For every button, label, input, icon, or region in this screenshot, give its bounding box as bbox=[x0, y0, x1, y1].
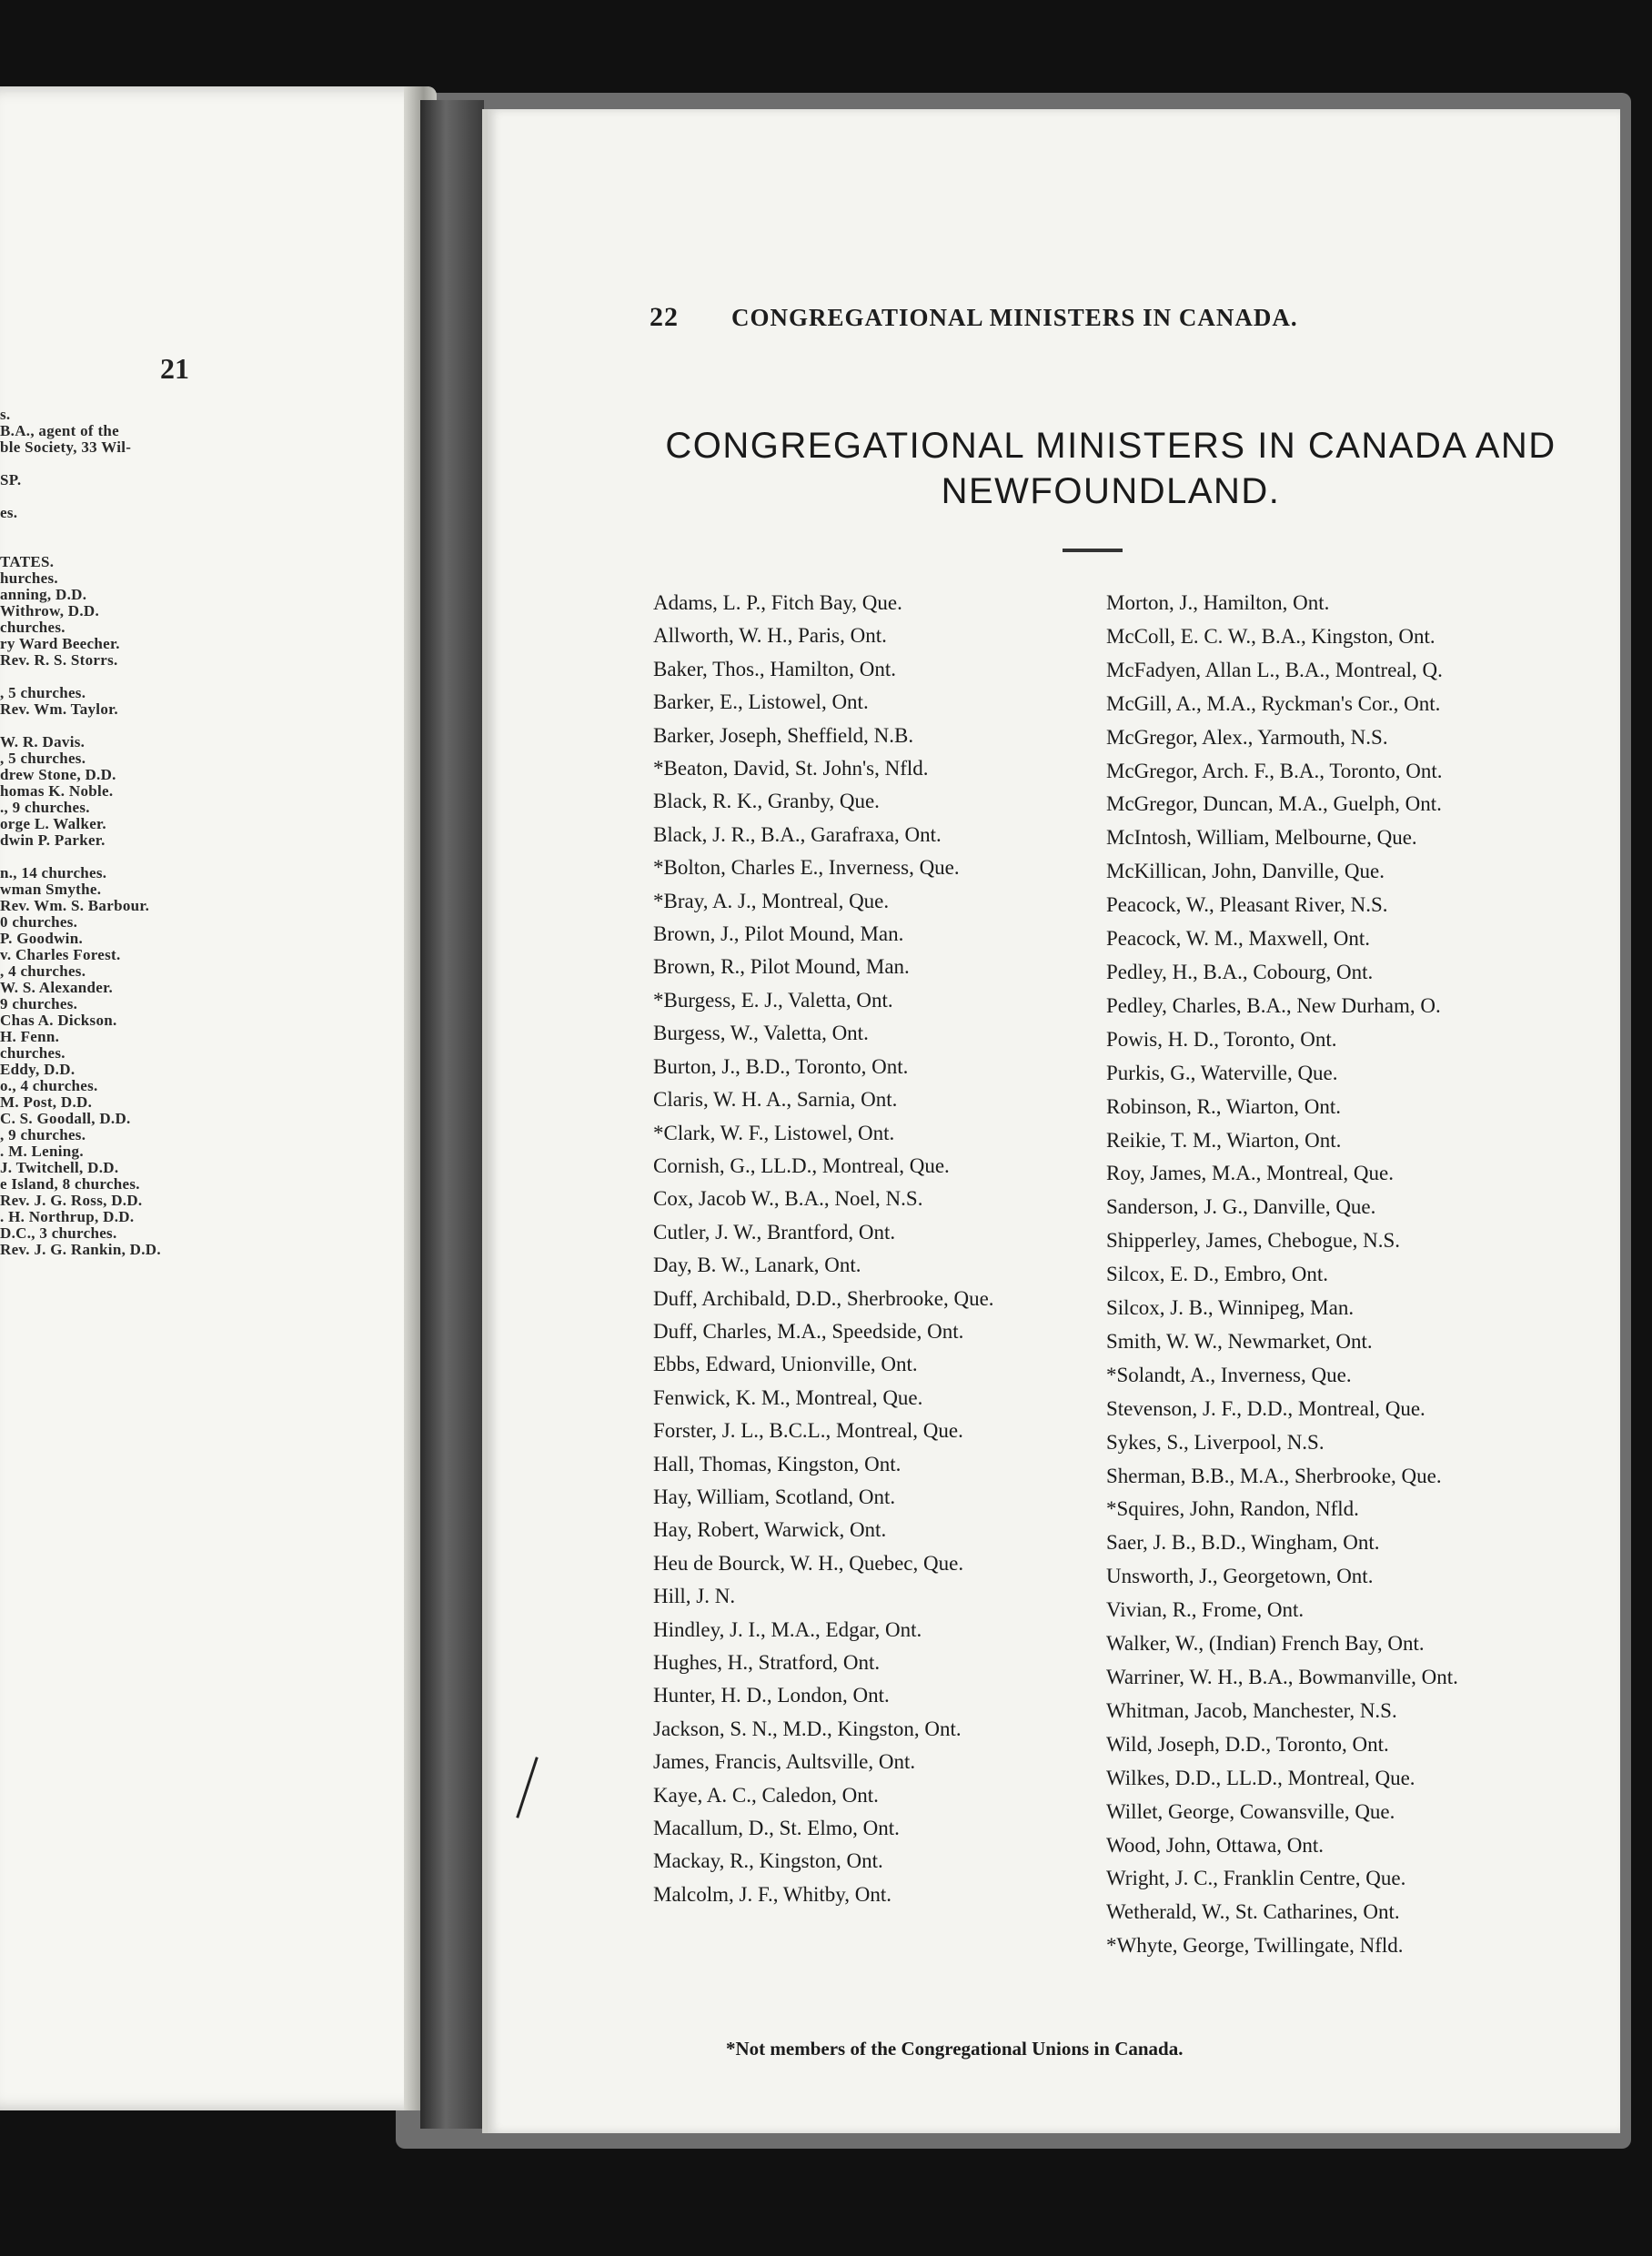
left-page-line: anning, D.D. bbox=[0, 586, 87, 603]
minister-entry: Saer, J. B., B.D., Wingham, Ont. bbox=[1106, 1531, 1380, 1555]
left-page-line: orge L. Walker. bbox=[0, 815, 106, 832]
left-page-line: B.A., agent of the bbox=[0, 422, 119, 439]
left-page-line: Rev. J. G. Ross, D.D. bbox=[0, 1192, 143, 1209]
minister-entry: *Whyte, George, Twillingate, Nfld. bbox=[1106, 1934, 1404, 1958]
minister-entry: McGregor, Arch. F., B.A., Toronto, Ont. bbox=[1106, 759, 1443, 782]
left-page-line: C. S. Goodall, D.D. bbox=[0, 1110, 131, 1127]
left-page-line: Chas A. Dickson. bbox=[0, 1012, 117, 1029]
minister-entry: Sherman, B.B., M.A., Sherbrooke, Que. bbox=[1106, 1464, 1442, 1487]
left-page-line: 0 churches. bbox=[0, 913, 78, 931]
minister-entry: Vivian, R., Frome, Ont. bbox=[1106, 1598, 1304, 1622]
minister-entry: Peacock, W., Pleasant River, N.S. bbox=[1106, 893, 1388, 917]
minister-entry: Mackay, R., Kingston, Ont. bbox=[653, 1849, 883, 1873]
minister-entry: Day, B. W., Lanark, Ont. bbox=[653, 1254, 861, 1277]
minister-entry: Wood, John, Ottawa, Ont. bbox=[1106, 1833, 1324, 1857]
minister-entry: Duff, Charles, M.A., Speedside, Ont. bbox=[653, 1319, 964, 1343]
minister-entry: Hill, J. N. bbox=[653, 1585, 736, 1608]
minister-entry: Hay, Robert, Warwick, Ont. bbox=[653, 1518, 887, 1542]
minister-entry: Baker, Thos., Hamilton, Ont. bbox=[653, 657, 896, 680]
left-page-line bbox=[0, 488, 400, 505]
left-page-line: ry Ward Beecher. bbox=[0, 635, 120, 652]
minister-entry: Barker, Joseph, Sheffield, N.B. bbox=[653, 723, 914, 747]
left-page-line bbox=[0, 669, 400, 685]
minister-entry: Jackson, S. N., M.D., Kingston, Ont. bbox=[653, 1717, 962, 1740]
left-page-line: Rev. Wm. S. Barbour. bbox=[0, 897, 150, 914]
minister-entry: Allworth, W. H., Paris, Ont. bbox=[653, 624, 887, 648]
left-page-line bbox=[0, 456, 400, 472]
left-page-line: hurches. bbox=[0, 569, 58, 587]
minister-entry: McColl, E. C. W., B.A., Kingston, Ont. bbox=[1106, 624, 1435, 648]
left-page-line bbox=[0, 718, 400, 734]
minister-entry: Hughes, H., Stratford, Ont. bbox=[653, 1651, 881, 1674]
minister-entry: Pedley, Charles, B.A., New Durham, O. bbox=[1106, 993, 1441, 1017]
left-page-line: e Island, 8 churches. bbox=[0, 1175, 140, 1193]
minister-entry: Purkis, G., Waterville, Que. bbox=[1106, 1061, 1338, 1084]
minister-entry: *Bolton, Charles E., Inverness, Que. bbox=[653, 856, 960, 880]
ministers-list-right bbox=[1106, 587, 1616, 1963]
left-page-line: churches. bbox=[0, 619, 65, 636]
left-page-line: Withrow, D.D. bbox=[0, 602, 100, 619]
left-page-line: TATES. bbox=[0, 553, 55, 570]
title-rule bbox=[1063, 549, 1123, 552]
minister-entry: Roy, James, M.A., Montreal, Que. bbox=[1106, 1162, 1394, 1185]
minister-entry: Whitman, Jacob, Manchester, N.S. bbox=[1106, 1698, 1397, 1722]
page-number: 22 bbox=[650, 302, 679, 332]
minister-entry: Sanderson, J. G., Danville, Que. bbox=[1106, 1195, 1376, 1219]
left-page-line: , 9 churches. bbox=[0, 1126, 86, 1143]
left-page-line: W. S. Alexander. bbox=[0, 979, 113, 996]
left-page-line: dwin P. Parker. bbox=[0, 831, 106, 849]
minister-entry: McKillican, John, Danville, Que. bbox=[1106, 860, 1385, 883]
left-page-line bbox=[0, 521, 400, 538]
left-page-line: , 5 churches. bbox=[0, 684, 86, 701]
minister-entry: Kaye, A. C., Caledon, Ont. bbox=[653, 1783, 879, 1807]
minister-entry: Hay, William, Scotland, Ont. bbox=[653, 1485, 896, 1508]
minister-entry: Burgess, W., Valetta, Ont. bbox=[653, 1022, 869, 1045]
minister-entry: *Burgess, E. J., Valetta, Ont. bbox=[653, 988, 893, 1012]
left-page-line: es. bbox=[0, 504, 18, 521]
minister-entry: Pedley, H., B.A., Cobourg, Ont. bbox=[1106, 960, 1374, 983]
left-page-line bbox=[0, 538, 400, 554]
left-page-line: J. Twitchell, D.D. bbox=[0, 1159, 119, 1176]
minister-entry: Malcolm, J. F., Whitby, Ont. bbox=[653, 1882, 892, 1906]
minister-entry: Adams, L. P., Fitch Bay, Que. bbox=[653, 591, 902, 614]
minister-entry: Silcox, E. D., Embro, Ont. bbox=[1106, 1263, 1329, 1286]
left-page-line: Rev. J. G. Rankin, D.D. bbox=[0, 1241, 161, 1258]
left-page-line: SP. bbox=[0, 471, 22, 488]
minister-entry: Robinson, R., Wiarton, Ont. bbox=[1106, 1094, 1342, 1118]
minister-entry: Shipperley, James, Chebogue, N.S. bbox=[1106, 1229, 1401, 1253]
minister-entry: *Clark, W. F., Listowel, Ont. bbox=[653, 1121, 895, 1144]
running-head-text: CONGREGATIONAL MINISTERS IN CANADA. bbox=[731, 304, 1298, 331]
left-page-line: v. Charles Forest. bbox=[0, 946, 121, 963]
footnote: *Not members of the Congregational Unions in Canada. bbox=[726, 2038, 1184, 2060]
left-page-line: 9 churches. bbox=[0, 995, 78, 1012]
minister-entry: *Bray, A. J., Montreal, Que. bbox=[653, 889, 890, 912]
left-page-line: . M. Lening. bbox=[0, 1143, 84, 1160]
minister-entry: Burton, J., B.D., Toronto, Ont. bbox=[653, 1054, 909, 1078]
left-page-line: drew Stone, D.D. bbox=[0, 766, 116, 783]
minister-entry: Reikie, T. M., Wiarton, Ont. bbox=[1106, 1128, 1342, 1152]
ministers-list-left bbox=[653, 587, 1126, 1911]
minister-entry: Brown, R., Pilot Mound, Man. bbox=[653, 955, 910, 979]
previous-page bbox=[0, 86, 437, 2110]
left-page-line: Eddy, D.D. bbox=[0, 1061, 76, 1078]
left-page-line: M. Post, D.D. bbox=[0, 1093, 93, 1111]
minister-entry: Duff, Archibald, D.D., Sherbrooke, Que. bbox=[653, 1286, 994, 1310]
minister-entry: Cutler, J. W., Brantford, Ont. bbox=[653, 1220, 896, 1244]
minister-entry: McIntosh, William, Melbourne, Que. bbox=[1106, 826, 1417, 850]
minister-entry: Barker, E., Listowel, Ont. bbox=[653, 690, 869, 714]
minister-entry: Smith, W. W., Newmarket, Ont. bbox=[1106, 1329, 1373, 1353]
minister-entry: Willet, George, Cowansville, Que. bbox=[1106, 1799, 1395, 1823]
minister-entry: Silcox, J. B., Winnipeg, Man. bbox=[1106, 1296, 1355, 1320]
minister-entry: Peacock, W. M., Maxwell, Ont. bbox=[1106, 927, 1371, 951]
minister-entry: Hall, Thomas, Kingston, Ont. bbox=[653, 1452, 902, 1475]
minister-entry: *Beaton, David, St. John's, Nfld. bbox=[653, 757, 929, 781]
minister-entry: Cox, Jacob W., B.A., Noel, N.S. bbox=[653, 1187, 923, 1211]
minister-entry: Hunter, H. D., London, Ont. bbox=[653, 1684, 890, 1707]
minister-entry: Wetherald, W., St. Catharines, Ont. bbox=[1106, 1900, 1400, 1924]
left-page-line: , 4 churches. bbox=[0, 962, 86, 980]
current-page bbox=[482, 109, 1620, 2133]
minister-entry: Hindley, J. I., M.A., Edgar, Ont. bbox=[653, 1617, 922, 1641]
book-gutter bbox=[420, 100, 484, 2129]
minister-entry: *Squires, John, Randon, Nfld. bbox=[1106, 1497, 1359, 1521]
minister-entry: Wild, Joseph, D.D., Toronto, Ont. bbox=[1106, 1732, 1389, 1756]
title-line-1: CONGREGATIONAL MINISTERS IN CANADA AND bbox=[665, 426, 1556, 466]
minister-entry: *Solandt, A., Inverness, Que. bbox=[1106, 1363, 1352, 1386]
left-page-line: ., 9 churches. bbox=[0, 799, 90, 816]
left-page-line: n., 14 churches. bbox=[0, 864, 107, 881]
left-page-line bbox=[0, 849, 400, 865]
minister-entry: Walker, W., (Indian) French Bay, Ont. bbox=[1106, 1632, 1425, 1656]
minister-entry: Macallum, D., St. Elmo, Ont. bbox=[653, 1817, 900, 1840]
minister-entry: Powis, H. D., Toronto, Ont. bbox=[1106, 1027, 1337, 1051]
minister-entry: McGill, A., M.A., Ryckman's Cor., Ont. bbox=[1106, 691, 1441, 715]
left-page-line: H. Fenn. bbox=[0, 1028, 60, 1045]
minister-entry: Heu de Bourck, W. H., Quebec, Que. bbox=[653, 1551, 964, 1575]
left-page-line: o., 4 churches. bbox=[0, 1077, 98, 1094]
left-page-line: P. Goodwin. bbox=[0, 930, 84, 947]
left-page-line: ble Society, 33 Wil- bbox=[0, 438, 132, 456]
minister-entry: McFadyen, Allan L., B.A., Montreal, Q. bbox=[1106, 658, 1443, 681]
minister-entry: McGregor, Duncan, M.A., Guelph, Ont. bbox=[1106, 792, 1442, 816]
left-page-line: wman Smythe. bbox=[0, 881, 102, 898]
minister-entry: Morton, J., Hamilton, Ont. bbox=[1106, 591, 1330, 614]
minister-entry: Claris, W. H. A., Sarnia, Ont. bbox=[653, 1088, 898, 1112]
minister-entry: McGregor, Alex., Yarmouth, N.S. bbox=[1106, 725, 1388, 749]
minister-entry: Fenwick, K. M., Montreal, Que. bbox=[653, 1385, 923, 1409]
minister-entry: Forster, J. L., B.C.L., Montreal, Que. bbox=[653, 1419, 963, 1443]
minister-entry: Unsworth, J., Georgetown, Ont. bbox=[1106, 1565, 1374, 1588]
left-page-number: 21 bbox=[160, 352, 189, 385]
left-page-text bbox=[0, 407, 400, 1258]
minister-entry: Wright, J. C., Franklin Centre, Que. bbox=[1106, 1867, 1406, 1890]
title-line-2: NEWFOUNDLAND. bbox=[941, 471, 1281, 511]
minister-entry: Black, R. K., Granby, Que. bbox=[653, 790, 880, 813]
left-page-line: churches. bbox=[0, 1044, 65, 1062]
minister-entry: Warriner, W. H., B.A., Bowmanville, Ont. bbox=[1106, 1666, 1458, 1688]
left-page-line: D.C., 3 churches. bbox=[0, 1224, 117, 1242]
minister-entry: Cornish, G., LL.D., Montreal, Que. bbox=[653, 1153, 950, 1177]
left-page-line: s. bbox=[0, 406, 11, 423]
minister-entry: Ebbs, Edward, Unionville, Ont. bbox=[653, 1353, 918, 1376]
minister-entry: Black, J. R., B.A., Garafraxa, Ont. bbox=[653, 822, 942, 846]
left-page-line: , 5 churches. bbox=[0, 750, 86, 767]
page-title bbox=[642, 423, 1579, 514]
minister-entry: Brown, J., Pilot Mound, Man. bbox=[653, 922, 904, 946]
minister-entry: Stevenson, J. F., D.D., Montreal, Que. bbox=[1106, 1396, 1425, 1420]
left-page-line: homas K. Noble. bbox=[0, 782, 114, 800]
left-page-line: Rev. R. S. Storrs. bbox=[0, 651, 118, 669]
minister-entry: Wilkes, D.D., LL.D., Montreal, Que. bbox=[1106, 1766, 1415, 1789]
running-head bbox=[650, 302, 1559, 333]
left-page-line: . H. Northrup, D.D. bbox=[0, 1208, 135, 1225]
left-page-line: W. R. Davis. bbox=[0, 733, 86, 750]
left-page-line: Rev. Wm. Taylor. bbox=[0, 700, 118, 718]
minister-entry: James, Francis, Aultsville, Ont. bbox=[653, 1750, 916, 1774]
minister-entry: Sykes, S., Liverpool, N.S. bbox=[1106, 1430, 1325, 1454]
